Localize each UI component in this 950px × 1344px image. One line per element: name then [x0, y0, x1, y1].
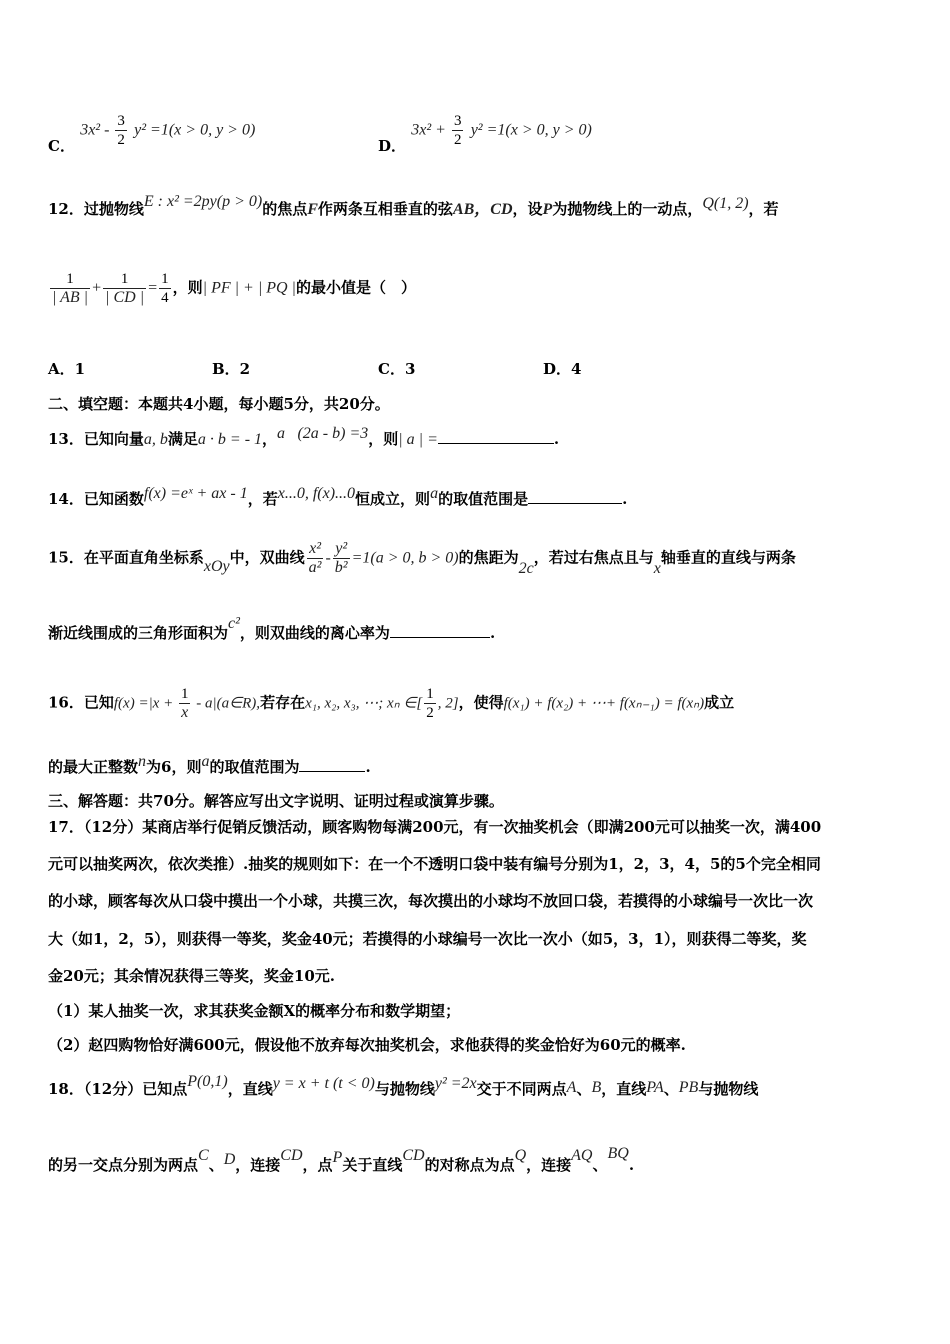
q16-text: ，使得 — [458, 693, 504, 712]
q12-plus: + — [92, 279, 102, 297]
option-d-expr-post: y² =1(x > 0, y > 0) — [470, 121, 592, 139]
q16-text: 16．已知 — [48, 693, 114, 712]
q18-text: 的对称点为点 — [424, 1156, 515, 1174]
q18-point-q: Q — [514, 1147, 527, 1164]
q17-line-2: 元可以抽奖两次，依次类推）.抽奖的规则如下：在一个不透明口袋中装有编号分别为1，2，3，4，5的5个完全相同 — [48, 855, 821, 873]
q15-text: ，若过右焦点且与 — [533, 548, 654, 567]
q17-part-2: （2）赵四购物恰好满600元，假设他不放弃每次抽奖机会，求他获得的奖金恰好为60元的概率. — [48, 1036, 686, 1054]
q18-segment-bq: BQ — [607, 1145, 629, 1162]
q18-text: 与抛物线 — [698, 1080, 759, 1098]
q14-text: ，若 — [247, 490, 278, 508]
q18-text: . — [628, 1156, 635, 1174]
q16-answer-blank[interactable] — [299, 757, 365, 772]
q12-frac-quarter-den: 4 — [161, 290, 169, 306]
q13-answer-blank[interactable] — [438, 429, 554, 444]
q18-text: 、 — [576, 1080, 592, 1098]
option-c-expr-pre: 3x² - — [80, 121, 114, 139]
q12-text: ，设 — [512, 200, 543, 218]
option-d-label: D． — [378, 136, 407, 155]
option-c-frac-den: 2 — [117, 132, 125, 148]
q12-frac-cd-num: 1 — [103, 270, 146, 289]
q18-text: 交于不同两点 — [476, 1080, 567, 1098]
q13-text: ， — [262, 430, 278, 448]
q13-dot-product: a · b = - 1 — [197, 431, 263, 448]
q12-equals: = — [148, 279, 158, 297]
q18-text: ，直线 — [601, 1080, 647, 1098]
q16-text: 成立 — [704, 693, 735, 712]
q18-point-d: D — [223, 1151, 236, 1168]
q17-line-3: 的小球，顾客每次从口袋中摸出一个小球，共摸三次，每次摸出的小球均不放回口袋，若摸得的小球编号一次比一次 — [48, 892, 814, 910]
q16-text: 的最大正整数 — [48, 758, 139, 776]
q16-function-pre: f(x) =|x + — [113, 695, 177, 712]
q13-text: ，则 — [368, 430, 399, 448]
q18-line-pb: PB — [678, 1079, 699, 1096]
q18-text: 关于直线 — [342, 1156, 403, 1174]
q16-text: 若存在 — [260, 693, 306, 712]
q14-text: 14．已知函数 — [48, 490, 144, 508]
q12-chords: AB，CD — [452, 201, 513, 218]
q15-answer-blank[interactable] — [390, 623, 490, 638]
option-c-label: C． — [48, 136, 75, 155]
q18-text: 与抛物线 — [374, 1080, 435, 1098]
q16-sum-condition: f(x₁) + f(x₂) + ⋯+ f(xₙ₋₁) = f(xₙ) — [503, 695, 705, 712]
q16-function-post: - a|(a∈R), — [192, 695, 261, 712]
q18-point-a: A — [566, 1079, 577, 1096]
q14-answer-blank[interactable] — [528, 489, 622, 504]
q18-segment-cd: CD — [280, 1147, 303, 1164]
q15-text: 15．在平面直角坐标系 — [48, 548, 204, 567]
q12-frac-cd — [103, 270, 146, 307]
q17-part-1: （1）某人抽奖一次，求其获奖金额X的概率分布和数学期望； — [48, 1002, 461, 1020]
q12-text: 为抛物线上的一动点， — [552, 200, 703, 218]
q18-text: 、 — [663, 1080, 679, 1098]
q12-choice-a: A．1 — [48, 360, 86, 378]
q12-point-q: Q(1, 2) — [702, 195, 749, 212]
q12-text: ，则 — [172, 278, 203, 297]
q13-text: . — [553, 430, 560, 448]
q12-frac-ab-num: 1 — [50, 270, 90, 289]
q16-text: . — [365, 758, 371, 776]
option-c-expr-post: y² =1(x > 0, y > 0) — [134, 121, 256, 139]
q18-text: 的另一交点分别为两点 — [48, 1156, 199, 1174]
q14-text: 恒成立，则 — [355, 490, 431, 508]
option-d-frac-num: 3 — [453, 113, 462, 129]
q16-text: 的取值范围为 — [209, 758, 300, 776]
q13-condition: a⃗(2a - b) =3 — [277, 425, 369, 442]
q12-line-2 — [48, 270, 910, 307]
q18-line-cd: CD — [402, 1147, 425, 1164]
option-c — [48, 112, 256, 155]
q12-choice-b: B．2 — [212, 360, 251, 378]
q15-frac-y — [333, 540, 350, 577]
q14-text: . — [622, 490, 628, 508]
q16-line-2 — [48, 753, 910, 777]
section-2-heading: 二、填空题：本题共4小题，每小题5分，共20分。 — [48, 395, 390, 413]
q15-text: ，则双曲线的离心率为 — [239, 624, 390, 642]
q12-line-1 — [48, 193, 910, 219]
q13-text: 13．已知向量 — [48, 430, 144, 448]
q12-point-p: P — [542, 201, 553, 218]
q12-text: 作两条互相垂直的弦 — [317, 200, 453, 218]
q15-text: 轴垂直的直线与两条 — [660, 548, 796, 567]
option-c-fraction — [115, 112, 127, 149]
q13-magnitude: | a | = — [398, 431, 438, 448]
q15-frac-y-den: b² — [334, 559, 348, 576]
q18-line-1 — [48, 1073, 910, 1099]
q15-hyperbola-cond: =1(a > 0, b > 0) — [351, 549, 459, 567]
q12-text: ，若 — [748, 200, 779, 218]
q18-parabola-eq: y² =2x — [434, 1075, 477, 1092]
q12-frac-ab — [50, 270, 90, 307]
q18-text: ，连接 — [526, 1156, 572, 1174]
q12-parabola-eq: E : x² =2py(p > 0) — [143, 193, 263, 210]
q16-frac-half-num: 1 — [426, 686, 434, 702]
q15-focal-distance: 2c — [518, 559, 534, 577]
q15-frac-x — [307, 540, 324, 577]
q12-choice-d: D．4 — [543, 360, 582, 378]
q12-frac-ab-den: | AB | — [52, 289, 89, 306]
q18-text: ，连接 — [235, 1156, 281, 1174]
q14-param-a: a — [430, 485, 439, 502]
q12-frac-quarter-num: 1 — [161, 271, 169, 287]
q18-point-p-ref: P — [332, 1149, 343, 1166]
q12-choice-c: C．3 — [378, 360, 416, 378]
q16-points: x₁, x₂, x₃, ⋯; xₙ ∈[ — [305, 695, 423, 712]
q12-text: 的焦点 — [262, 200, 308, 218]
option-d-frac-den: 2 — [453, 132, 462, 148]
q15-frac-y-num: y² — [333, 540, 350, 559]
q13-text: 满足 — [167, 430, 198, 448]
q16-interval-end: , 2] — [437, 695, 459, 712]
section-3-heading: 三、解答题：共70分。解答应写出文字说明、证明过程或演算步骤。 — [48, 792, 504, 810]
q18-point-b: B — [591, 1079, 602, 1096]
q14-function: f(x) =eˣ + ax - 1 — [143, 485, 248, 502]
q16-param-a: a — [201, 753, 210, 770]
q15-text: . — [489, 624, 496, 642]
q12-frac-cd-den: | CD | — [105, 289, 145, 306]
q18-line-eq: y = x + t (t < 0) — [272, 1075, 375, 1092]
q15-x-axis: x — [653, 559, 661, 577]
q15-coord-system: xOy — [203, 557, 230, 575]
q18-text: 、 — [208, 1156, 224, 1174]
q14-condition: x...0, f(x)...0 — [277, 485, 356, 502]
q13-vectors: a, b — [143, 431, 168, 448]
q12-focus: F — [307, 201, 318, 218]
q16-frac-den: x — [181, 704, 189, 721]
option-d-expr-pre: 3x² + — [411, 121, 450, 139]
q15-text: 中，双曲线 — [229, 548, 305, 567]
q18-point-p: P(0,1) — [187, 1073, 228, 1090]
q15-text: 的焦距为 — [458, 548, 519, 567]
q15-area: c² — [228, 615, 240, 632]
q16-n: n — [138, 753, 147, 770]
q17-line-4: 大（如1，2，5），则获得一等奖，奖金40元；若摸得的小球编号一次比一次小（如5，3，1），则获得二等奖，奖 — [48, 930, 807, 948]
q12-text: 的最小值是（ ） — [295, 278, 416, 297]
q13-line — [48, 425, 910, 449]
q18-line-2 — [48, 1145, 910, 1175]
q14-line — [48, 485, 910, 509]
option-d — [378, 112, 592, 155]
q18-text: ，点 — [302, 1156, 333, 1174]
q15-line-1 — [48, 540, 910, 577]
q16-frac-half-den: 2 — [426, 705, 434, 721]
q16-frac-num: 1 — [180, 686, 189, 702]
q15-line-2 — [48, 615, 910, 643]
q17-line-5: 金20元；其余情况获得三等奖，奖金10元. — [48, 967, 335, 985]
option-c-frac-num: 3 — [117, 113, 125, 129]
q18-text: ，直线 — [227, 1080, 273, 1098]
q15-frac-x-num: x² — [307, 540, 324, 559]
q18-text: 、 — [592, 1156, 608, 1174]
q15-minus: - — [325, 549, 331, 567]
q16-frac-half — [424, 685, 436, 722]
q17-line-1: 17．（12分）某商店举行促销反馈活动，顾客购物每满200元，有一次抽奖机会（即满200元可以抽奖一次，满400 — [48, 818, 822, 836]
q16-frac-1-over-x — [179, 685, 191, 722]
q18-text: 18．（12分）已知点 — [48, 1080, 188, 1098]
q16-text: 为6，则 — [146, 758, 202, 776]
q12-text: 12．过抛物线 — [48, 200, 144, 218]
q15-frac-x-den: a² — [308, 559, 322, 576]
q16-line-1 — [48, 685, 910, 722]
q14-text: 的取值范围是 — [438, 490, 529, 508]
q12-target-expr: | PF | + | PQ | — [202, 279, 296, 297]
option-d-fraction — [452, 112, 464, 149]
q12-frac-quarter — [159, 270, 171, 307]
q15-text: 渐近线围成的三角形面积为 — [48, 624, 229, 642]
q18-segment-aq: AQ — [571, 1147, 593, 1164]
q18-point-c: C — [198, 1147, 209, 1164]
q18-line-pa: PA — [646, 1079, 664, 1096]
